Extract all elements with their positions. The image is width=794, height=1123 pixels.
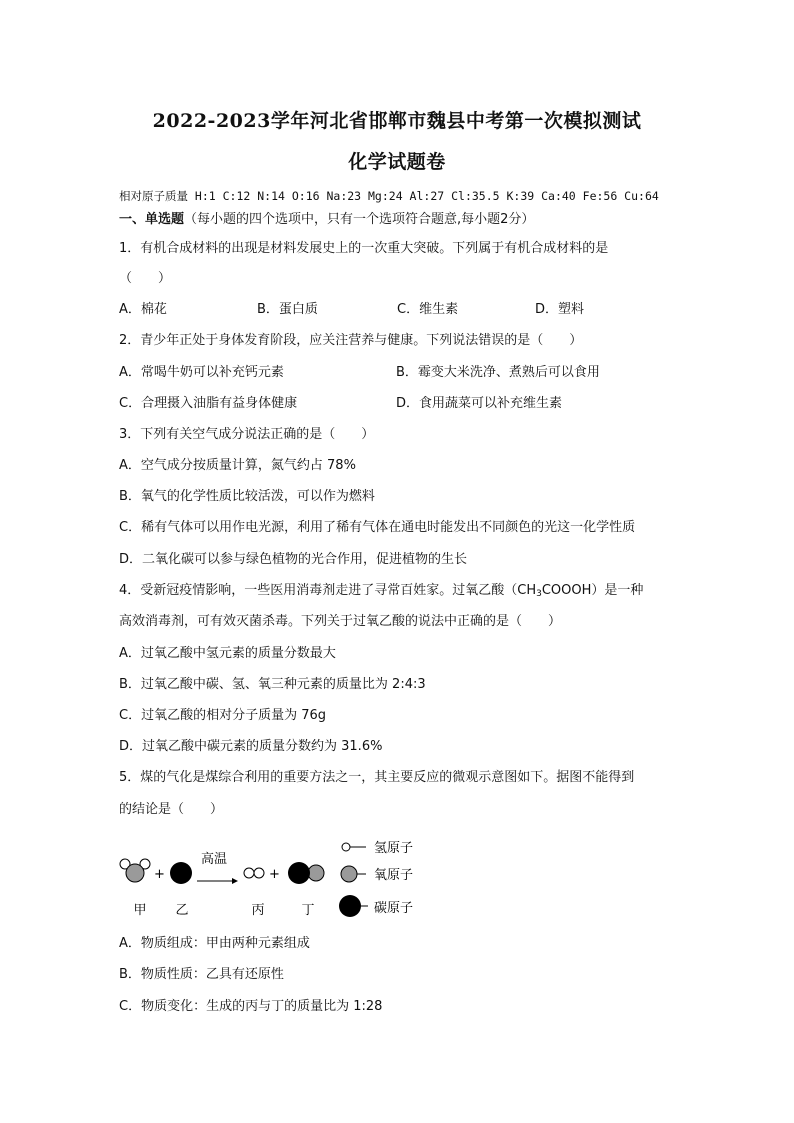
carbon-atom [288, 862, 310, 884]
section-heading: 一、单选题 [119, 212, 185, 227]
q4-stem-post: COOOH）是一种 [541, 583, 644, 598]
label-ding: 丁 [301, 903, 315, 918]
q2-option-c[interactable]: C．合理摄入油脂有益身体健康 [119, 396, 298, 411]
molecule-yi-carbon-atom [170, 862, 192, 884]
q3-option-c[interactable]: C．稀有气体可以用作电光源，利用了稀有气体在通电时能发出不同颜色的光这一化学性质 [119, 520, 636, 535]
q2-stem: 2．青少年正处于身体发育阶段，应关注营养与健康。下列说法错误的是（ ） [119, 333, 583, 348]
exam-title: 2022-2023学年河北省邯郸市魏县中考第一次模拟测试 [152, 110, 642, 132]
oxygen-atom [126, 864, 144, 882]
q4-option-d[interactable]: D．过氧乙酸中碳元素的质量分数约为 31.6% [119, 739, 383, 754]
q1-blank: （ ） [119, 271, 172, 286]
molecule-jia [120, 859, 150, 882]
molecule-ding [288, 862, 324, 884]
legend-hydrogen-label: 氢原子 [374, 841, 414, 856]
q1-option-a[interactable]: A．棉花 [119, 302, 167, 317]
q1-option-c[interactable]: C．维生素 [397, 302, 459, 317]
q3-option-a[interactable]: A．空气成分按质量计算，氮气约占 78% [119, 458, 356, 473]
q2-option-a[interactable]: A．常喝牛奶可以补充钙元素 [119, 365, 284, 380]
q4-stem-pre: 4．受新冠疫情影响，一些医用消毒剂走进了寻常百姓家。过氧乙酸（CH [119, 583, 537, 598]
atomic-masses: 相对原子质量 H:1 C:12 N:14 O:16 Na:23 Mg:24 Al:27 Cl:35.5 K:39 Ca:40 Fe:56 Cu:64 [119, 189, 659, 203]
legend-carbon-label: 碳原子 [374, 901, 414, 916]
legend-carbon-icon [339, 895, 361, 917]
label-yi: 乙 [175, 903, 189, 918]
section-note: （每小题的四个选项中，只有一个选项符合题意,每小题2分） [184, 212, 535, 227]
label-jia: 甲 [133, 903, 147, 918]
q4-option-b[interactable]: B．过氧乙酸中碳、氢、氧三种元素的质量比为 2:4:3 [119, 677, 426, 692]
hydrogen-atom [254, 868, 264, 878]
q4-stem [119, 583, 643, 599]
q4-option-c[interactable]: C．过氧乙酸的相对分子质量为 76g [119, 708, 327, 723]
q3-option-d[interactable]: D．二氧化碳可以参与绿色植物的光合作用，促进植物的生长 [119, 552, 468, 567]
q2-options-row1 [119, 365, 679, 381]
q4-stem-line2: 高效消毒剂，可有效灭菌杀毒。下列关于过氧乙酸的说法中正确的是（ ） [119, 614, 562, 629]
plus-sign: + [154, 867, 165, 882]
reaction-condition: 高温 [200, 852, 228, 867]
legend [339, 841, 413, 917]
exam-subtitle: 化学试题卷 [348, 151, 446, 173]
q2-option-b[interactable]: B．霉变大米洗净、煮熟后可以食用 [396, 365, 600, 380]
q5-stem-line2: 的结论是（ ） [119, 802, 224, 817]
label-bing: 丙 [251, 903, 265, 918]
q5-stem: 5．煤的气化是煤综合利用的重要方法之一，其主要反应的微观示意图如下。据图不能得到 [119, 770, 635, 785]
reaction-diagram [110, 836, 440, 926]
q5-option-a[interactable]: A．物质组成：甲由两种元素组成 [119, 936, 310, 951]
legend-hydrogen-icon [342, 843, 350, 851]
section-header [119, 212, 534, 228]
hydrogen-atom [244, 868, 254, 878]
q4-option-a[interactable]: A．过氧乙酸中氢元素的质量分数最大 [119, 646, 336, 661]
q2-option-d[interactable]: D．食用蔬菜可以补充维生素 [396, 396, 563, 411]
oxygen-atom [308, 865, 324, 881]
plus-sign: + [269, 867, 280, 882]
legend-oxygen-icon [341, 866, 357, 882]
q1-option-d[interactable]: D．塑料 [535, 302, 585, 317]
q4-stem-sub: 3 [536, 589, 542, 599]
molecule-bing [244, 868, 264, 878]
arrow-head-icon [232, 878, 238, 884]
q5-option-b[interactable]: B．物质性质：乙具有还原性 [119, 967, 284, 982]
q2-options-row2 [119, 396, 679, 412]
q1-stem: 1．有机合成材料的出现是材料发展史上的一次重大突破。下列属于有机合成材料的是 [119, 241, 609, 256]
q3-stem: 3．下列有关空气成分说法正确的是（ ） [119, 427, 375, 442]
legend-oxygen-label: 氧原子 [374, 868, 414, 883]
q3-option-b[interactable]: B．氧气的化学性质比较活泼，可以作为燃料 [119, 489, 375, 504]
q1-option-b[interactable]: B．蛋白质 [257, 302, 318, 317]
q1-options [119, 302, 679, 318]
q5-option-c[interactable]: C．物质变化：生成的丙与丁的质量比为 1:28 [119, 999, 383, 1014]
